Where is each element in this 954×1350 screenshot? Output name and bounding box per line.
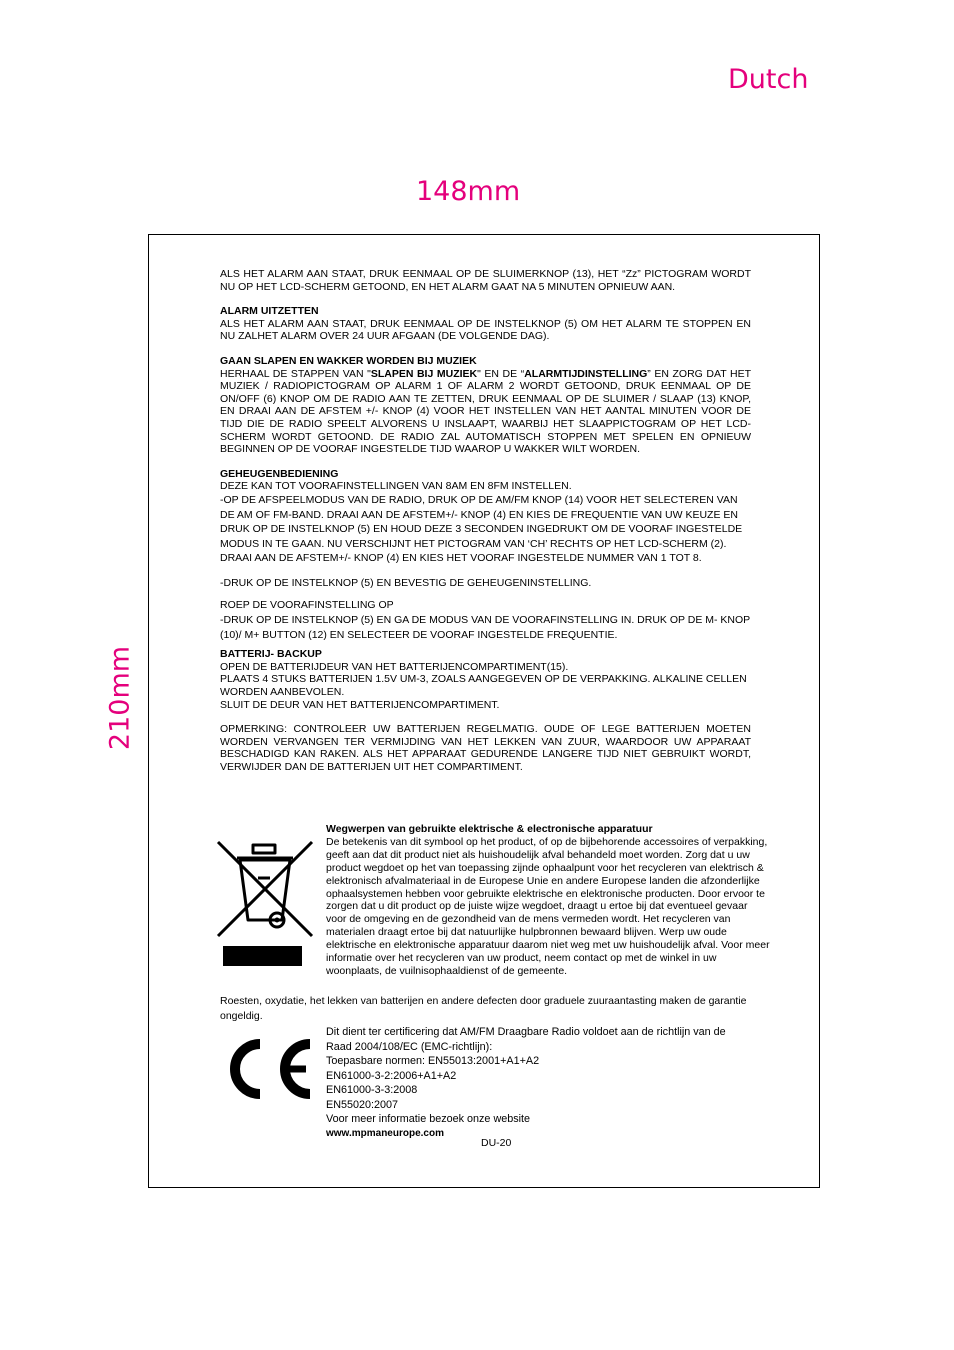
ce-mark-icon — [218, 1038, 314, 1100]
sleep-heading: GAAN SLAPEN EN WAKKER WORDEN BIJ MUZIEK — [220, 354, 477, 367]
height-dimension-text: 210mm — [104, 645, 136, 751]
battery-heading: BATTERIJ- BACKUP — [220, 648, 322, 661]
memory-line-3: -DRUK OP DE INSTELKNOP (5) EN BEVESTIG DE GEHEUGENINSTELLING. — [220, 576, 592, 589]
battery-line-3: SLUIT DE DEUR VAN HET BATTERIJENCOMPARTIMENT. — [220, 698, 500, 711]
sleep-bold-2: ALARMTIJDINSTELLING — [524, 367, 648, 380]
battery-line-2: PLAATS 4 STUKS BATTERIJEN 1.5V UM-3, ZOALS AANGEGEVEN OP DE VERPAKKING. ALKALINE CELLEN WORDEN AANBEVOLEN. — [220, 673, 747, 699]
battery-line-1: OPEN DE BATTERIJDEUR VAN HET BATTERIJENCOMPARTIMENT(15). — [220, 660, 569, 673]
weee-paragraph: De betekenis van dit symbool op het product, of op de bijbehorende accessoires of verpakking, geeft aan dat dit product niet als huishoudelijk afval behandeld moet worden. Zorg dat u uw product wegdoet op het van toepassing zijnde ophaalpunt voor het recycleren van elektrisch & elektronisch afvalmateriaal in de Europese Unie en andere Europese landen die afzonderlijke ophaalsystemen hebben voor gebruikte elektrische en elektronische producten. Door ervoor te zorgen dat u dit product op de juiste wijze wegdoet, draagt u ertoe bij dat eventueel gevaar voor de omgeving en de gezondheid van de mens vermeden wordt. Het recycleren van materialen draagt ertoe bij dat natuurlijke hulpbronnen bewaard blijven. Werp uw oude elektrische en elektronische apparatuur daarom niet weg met uw huishoudelijk afval. Voor meer informatie over het recycleren van uw product, neem contact op met de winkel in uw woonplaats, de vuilnisophaaldienst of de gemeente. — [326, 835, 770, 977]
battery-note: OPMERKING: CONTROLEER UW BATTERIJEN REGELMATIG. OUDE OF LEGE BATTERIJEN MOETEN WORDEN VERVANGEN TER VERMIJDING VAN HET LEKKEN VAN ZUUR, WAARDOOR UW APPARAAT BESCHADIGD KAN RAKEN. ALS HET APPARAAT GEDURENDE LANGERE TIJD NIET GEBRUIKT WORDT, VERWIJDER DAN DE BATTERIJEN UIT HET COMPARTIMENT. — [220, 723, 751, 773]
main-column — [220, 268, 751, 774]
website-link[interactable]: www.mpmaneurope.com — [326, 1127, 444, 1139]
ce-line-2: Toepasbare normen: EN55013:2001+A1+A2 — [326, 1055, 540, 1067]
width-dimension-label: 148mm — [416, 176, 521, 207]
warranty-paragraph: Roesten, oxydatie, het lekken van batterijen en andere defecten door graduele zuuraantasting maken de garantie ongeldig. — [220, 995, 747, 1022]
snooze-paragraph: ALS HET ALARM AAN STAAT, DRUK EENMAAL OP DE SLUIMERKNOP (13), HET “Zz” PICTOGRAM WORDT NU OP HET LCD-SCHERM GETOOND, EN HET ALARM GAAT NA 5 MINUTEN OPNIEUW AAN. — [220, 268, 751, 293]
ce-line-4: EN61000-3-3:2008 — [326, 1084, 418, 1096]
ce-block — [326, 1025, 746, 1141]
memory-line-1: DEZE KAN TOT VOORAFINSTELLINGEN VAN 8AM EN 8FM INSTELLEN. — [220, 480, 572, 493]
sleep-bold-1: SLAPEN BIJ MUZIEK — [370, 367, 478, 380]
ce-line-3: EN61000-3-2:2006+A1+A2 — [326, 1069, 457, 1082]
ce-line-1: Dit dient ter certificering dat AM/FM Draagbare Radio voldoet aan de richtlijn van de Raad 2004/108/EC (EMC-richtlijn): — [326, 1026, 726, 1053]
weee-block — [326, 823, 770, 978]
alarm-off-heading: ALARM UITZETTEN — [220, 305, 319, 318]
page-number: DU-20 — [481, 1137, 512, 1149]
ce-line-5: EN55020:2007 — [326, 1098, 399, 1111]
weee-crossed-bin-icon — [215, 838, 315, 968]
recall-paragraph: -DRUK OP DE INSTELKNOP (5) EN GA DE MODUS VAN DE VOORAFINSTELLING IN. DRUK OP DE M- KNOP (10)/ M+ BUTTON (12) EN SELECTEER DE VOORAF INGESTELDE FREQUENTIE. — [220, 614, 750, 641]
recall-heading: ROEP DE VOORAFINSTELLING OP — [220, 599, 394, 612]
memory-line-2: -OP DE AFSPEELMODUS VAN DE RADIO, DRUK OP DE AM/FM KNOP (14) VOOR HET SELECTEREN VAN DE AM OF FM-BAND. DRAAI AAN DE AFSTEM+/- KNOP (4) EN KIES DE FREQUENTIE VAN UW KEUZE EN DRUK OP DE INSTELKNOP (5) EN HOUD DEZE 3 SECONDEN INGEDRUKT OM DE VOORAF INGESTELDE MODUS IN TE GAAN. NU VERSCHIJNT HET PICTOGRAM VAN ‘CH’ RECHTS OP HET LCD-SCHERM (2). DRAAI AAN DE AFSTEM+/- KNOP (4) EN KIES HET VOORAF INGESTELDE NUMMER VAN 1 TOT 8. — [220, 493, 743, 565]
sleep-text-2: " EN DE “ — [477, 367, 525, 380]
sleep-text-3: ” EN ZORG DAT HET MUZIEK / RADIOPICTOGRAM OP ALARM 1 OF ALARM 2 WORDT GETOOND, DRUK EENMAAL OP DE ON/OFF (6) KNOP OM DE RADIO AAN TE ZETTEN, DRUK EENMAAL OP DE SLUIMER / SLAAP (13) KNOP, EN DRAAI AAN DE AFSTEM +/- KNOP (4) VOOR HET INSTELLEN VAN HET AANTAL MINUTEN VOOR DE TIJD DIE DE RADIO SPEELT ALVORENS U INSLAAPT, WAARBIJ HET SLAAPPICTOGRAM OP HET LCD-SCHERM WORDT GETOOND. DE RADIO ZAL AUTOMATISCH STOPPEN MET SPELEN EN OPNIEUW BEGINNEN OP DE VOORAF INGESTELDE TIJD WAAROP U WAKKER WILT WORDEN. — [220, 367, 751, 456]
alarm-off-paragraph: ALS HET ALARM AAN STAAT, DRUK EENMAAL OP DE INSTELKNOP (5) OM HET ALARM TE STOPPEN EN NU ZALHET ALARM OVER 24 UUR AFGAAN (DE VOLGENDE DAG). — [220, 317, 751, 343]
sleep-paragraph — [220, 368, 751, 456]
height-dimension-label — [104, 645, 136, 751]
ce-line-6: Voor meer informatie bezoek onze website — [326, 1113, 531, 1125]
memory-heading: GEHEUGENBEDIENING — [220, 467, 339, 480]
weee-heading: Wegwerpen van gebruikte elektrische & electronische apparatuur — [326, 823, 653, 835]
sleep-text-1: HERHAAL DE STAPPEN VAN " — [220, 367, 371, 380]
language-label: Dutch — [728, 64, 809, 95]
